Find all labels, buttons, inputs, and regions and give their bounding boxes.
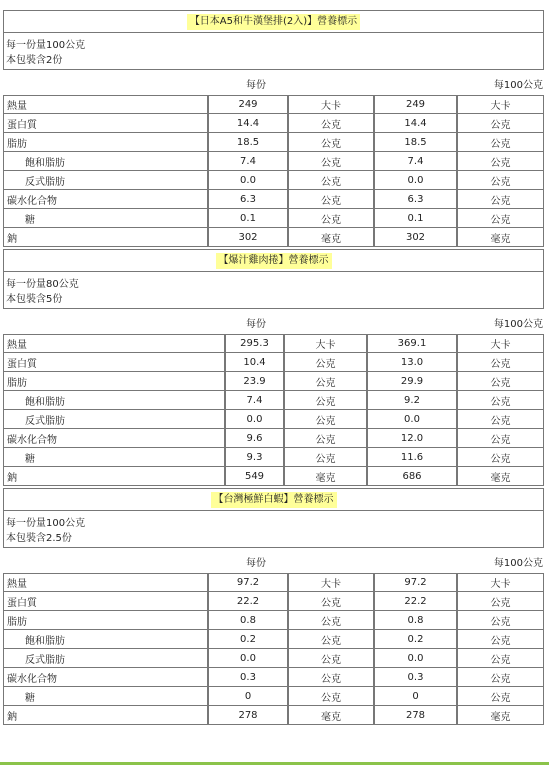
nutrient-name: 糖 [3,209,208,228]
nutrient-name: 蛋白質 [3,592,208,611]
per-serving-unit: 公克 [288,592,374,611]
per-100g-value: 11.6 [367,448,457,467]
per-serving-unit: 公克 [284,391,367,410]
per-serving-value: 549 [225,467,284,486]
nutrient-name: 蛋白質 [3,353,225,372]
per-100g-value: 18.5 [374,133,457,152]
per-100g-value: 249 [374,95,457,114]
nutrient-row [3,573,544,592]
per-100g-unit: 毫克 [457,706,544,725]
per-100g-unit: 公克 [457,429,544,448]
serving-info [3,511,544,548]
product-block [3,10,544,247]
per-100g-value: 0 [374,687,457,706]
nutrient-name: 熱量 [3,573,208,592]
per-100g-unit: 公克 [457,391,544,410]
per-100g-value: 0.8 [374,611,457,630]
per-100g-unit: 公克 [457,353,544,372]
per-100g-unit: 公克 [457,448,544,467]
per-100g-value: 9.2 [367,391,457,410]
per-100g-value: 369.1 [367,334,457,353]
nutrient-row [3,152,544,171]
per-100g-value: 22.2 [374,592,457,611]
per-serving-value: 18.5 [208,133,288,152]
nutrient-row [3,171,544,190]
nutrient-row [3,353,544,372]
nutrition-table [3,334,544,486]
product-title: 【日本A5和牛漢堡排(2入)】營養標示 [187,14,360,30]
per-100g-unit: 毫克 [457,228,544,247]
nutrient-name: 碳水化合物 [3,429,225,448]
per-serving-unit: 毫克 [288,228,374,247]
nutrient-name: 熱量 [3,334,225,353]
nutrition-rows [3,334,544,486]
nutrient-row [3,611,544,630]
per-serving-unit: 公克 [288,687,374,706]
per-serving-value: 0.1 [208,209,288,228]
per-serving-unit: 大卡 [288,95,374,114]
per-100g-value: 0.0 [374,171,457,190]
per-serving-value: 97.2 [208,573,288,592]
nutrient-row [3,190,544,209]
nutrient-name: 反式脂肪 [3,410,225,429]
nutrient-row [3,630,544,649]
per-serving-unit: 公克 [288,649,374,668]
nutrition-rows [3,95,544,247]
nutrient-row [3,448,544,467]
per-serving-value: 295.3 [225,334,284,353]
nutrient-name: 糖 [3,448,225,467]
per-serving-value: 0.0 [208,171,288,190]
per-serving-unit: 公克 [288,190,374,209]
per-100g-unit: 公克 [457,171,544,190]
per-serving-unit: 公克 [288,152,374,171]
nutrient-row [3,592,544,611]
nutrient-name: 反式脂肪 [3,171,208,190]
per-serving-value: 0.2 [208,630,288,649]
per-serving-unit: 公克 [288,209,374,228]
nutrient-name: 脂肪 [3,611,208,630]
per-100g-value: 302 [374,228,457,247]
per-100g-unit: 公克 [457,372,544,391]
per-100g-unit: 大卡 [457,573,544,592]
per-100g-unit: 公克 [457,630,544,649]
nutrient-name: 熱量 [3,95,208,114]
per-100g-unit: 公克 [457,649,544,668]
per-serving-unit: 大卡 [284,334,367,353]
per-100g-unit: 公克 [457,410,544,429]
nutrient-row [3,133,544,152]
product-block [3,488,544,725]
per-serving-value: 302 [208,228,288,247]
per-100g-unit: 公克 [457,114,544,133]
per-serving-unit: 毫克 [284,467,367,486]
nutrient-row [3,649,544,668]
nutrition-rows [3,573,544,725]
per-100g-value: 97.2 [374,573,457,592]
product-title-row [3,488,544,511]
nutrient-name: 鈉 [3,467,225,486]
per-serving-label: 每份 [246,319,266,330]
per-serving-unit: 公克 [284,410,367,429]
nutrient-row [3,95,544,114]
per-100g-unit: 大卡 [457,95,544,114]
per-100g-value: 0.1 [374,209,457,228]
product-title: 【爆汁雞肉捲】營養標示 [216,253,332,269]
per-100g-value: 0.0 [367,410,457,429]
nutrient-row [3,668,544,687]
per-100g-value: 29.9 [367,372,457,391]
per-100g-value: 278 [374,706,457,725]
nutrient-row [3,687,544,706]
per-serving-value: 10.4 [225,353,284,372]
per-100g-unit: 公克 [457,687,544,706]
per-serving-value: 9.3 [225,448,284,467]
servings-per-package: 本包裝含2份 [6,55,63,66]
per-100g-unit: 毫克 [457,467,544,486]
serving-size: 每一份量100公克 [6,40,86,51]
nutrient-name: 脂肪 [3,372,225,391]
nutrient-name: 反式脂肪 [3,649,208,668]
per-100g-unit: 公克 [457,592,544,611]
per-serving-unit: 公克 [288,630,374,649]
nutrient-name: 脂肪 [3,133,208,152]
per-serving-unit: 公克 [284,372,367,391]
per-100g-label: 每100公克 [493,319,543,330]
nutrition-table [3,95,544,247]
per-serving-label: 每份 [246,558,266,569]
nutrient-name: 飽和脂肪 [3,391,225,410]
nutrition-table [3,573,544,725]
per-serving-value: 0 [208,687,288,706]
column-header [3,309,544,334]
nutrient-name: 碳水化合物 [3,190,208,209]
per-100g-value: 6.3 [374,190,457,209]
per-serving-label: 每份 [246,80,266,91]
per-100g-value: 12.0 [367,429,457,448]
nutrient-row [3,372,544,391]
per-100g-value: 0.0 [374,649,457,668]
per-serving-unit: 公克 [284,448,367,467]
nutrient-name: 飽和脂肪 [3,630,208,649]
servings-per-package: 本包裝含2.5份 [6,533,72,544]
product-title: 【台灣極鮮白蝦】營養標示 [211,492,337,508]
per-serving-value: 23.9 [225,372,284,391]
per-serving-unit: 公克 [288,611,374,630]
nutrient-name: 碳水化合物 [3,668,208,687]
per-100g-unit: 大卡 [457,334,544,353]
per-100g-value: 14.4 [374,114,457,133]
per-serving-value: 278 [208,706,288,725]
per-100g-value: 7.4 [374,152,457,171]
per-100g-value: 0.3 [374,668,457,687]
per-serving-value: 7.4 [225,391,284,410]
per-100g-unit: 公克 [457,133,544,152]
nutrient-name: 鈉 [3,228,208,247]
per-serving-unit: 公克 [288,171,374,190]
nutrition-labels [3,10,544,725]
nutrient-name: 鈉 [3,706,208,725]
product-block [3,249,544,486]
per-serving-value: 0.3 [208,668,288,687]
per-serving-value: 0.0 [208,649,288,668]
per-serving-value: 14.4 [208,114,288,133]
bottom-divider [0,762,549,765]
per-100g-value: 0.2 [374,630,457,649]
nutrient-row [3,228,544,247]
per-serving-unit: 公克 [288,668,374,687]
nutrient-name: 飽和脂肪 [3,152,208,171]
nutrient-row [3,429,544,448]
nutrient-name: 糖 [3,687,208,706]
nutrient-name: 蛋白質 [3,114,208,133]
servings-per-package: 本包裝含5份 [6,294,63,305]
per-serving-value: 9.6 [225,429,284,448]
per-serving-value: 0.0 [225,410,284,429]
nutrient-row [3,334,544,353]
per-serving-unit: 公克 [288,133,374,152]
column-header [3,70,544,95]
per-100g-value: 686 [367,467,457,486]
per-100g-unit: 公克 [457,190,544,209]
product-title-row [3,10,544,33]
per-100g-unit: 公克 [457,152,544,171]
serving-size: 每一份量100公克 [6,518,86,529]
nutrient-row [3,209,544,228]
nutrient-row [3,410,544,429]
per-serving-value: 6.3 [208,190,288,209]
per-serving-value: 0.8 [208,611,288,630]
column-header [3,548,544,573]
per-serving-value: 249 [208,95,288,114]
per-serving-unit: 大卡 [288,573,374,592]
nutrient-row [3,467,544,486]
per-serving-value: 7.4 [208,152,288,171]
per-100g-value: 13.0 [367,353,457,372]
per-100g-unit: 公克 [457,668,544,687]
per-serving-unit: 公克 [284,429,367,448]
serving-size: 每一份量80公克 [6,279,79,290]
per-serving-value: 22.2 [208,592,288,611]
per-100g-label: 每100公克 [493,558,543,569]
product-title-row [3,249,544,272]
per-100g-unit: 公克 [457,611,544,630]
serving-info [3,33,544,70]
per-serving-unit: 公克 [288,114,374,133]
nutrient-row [3,114,544,133]
per-serving-unit: 毫克 [288,706,374,725]
per-serving-unit: 公克 [284,353,367,372]
serving-info [3,272,544,309]
nutrient-row [3,706,544,725]
per-100g-unit: 公克 [457,209,544,228]
per-100g-label: 每100公克 [493,80,543,91]
nutrient-row [3,391,544,410]
